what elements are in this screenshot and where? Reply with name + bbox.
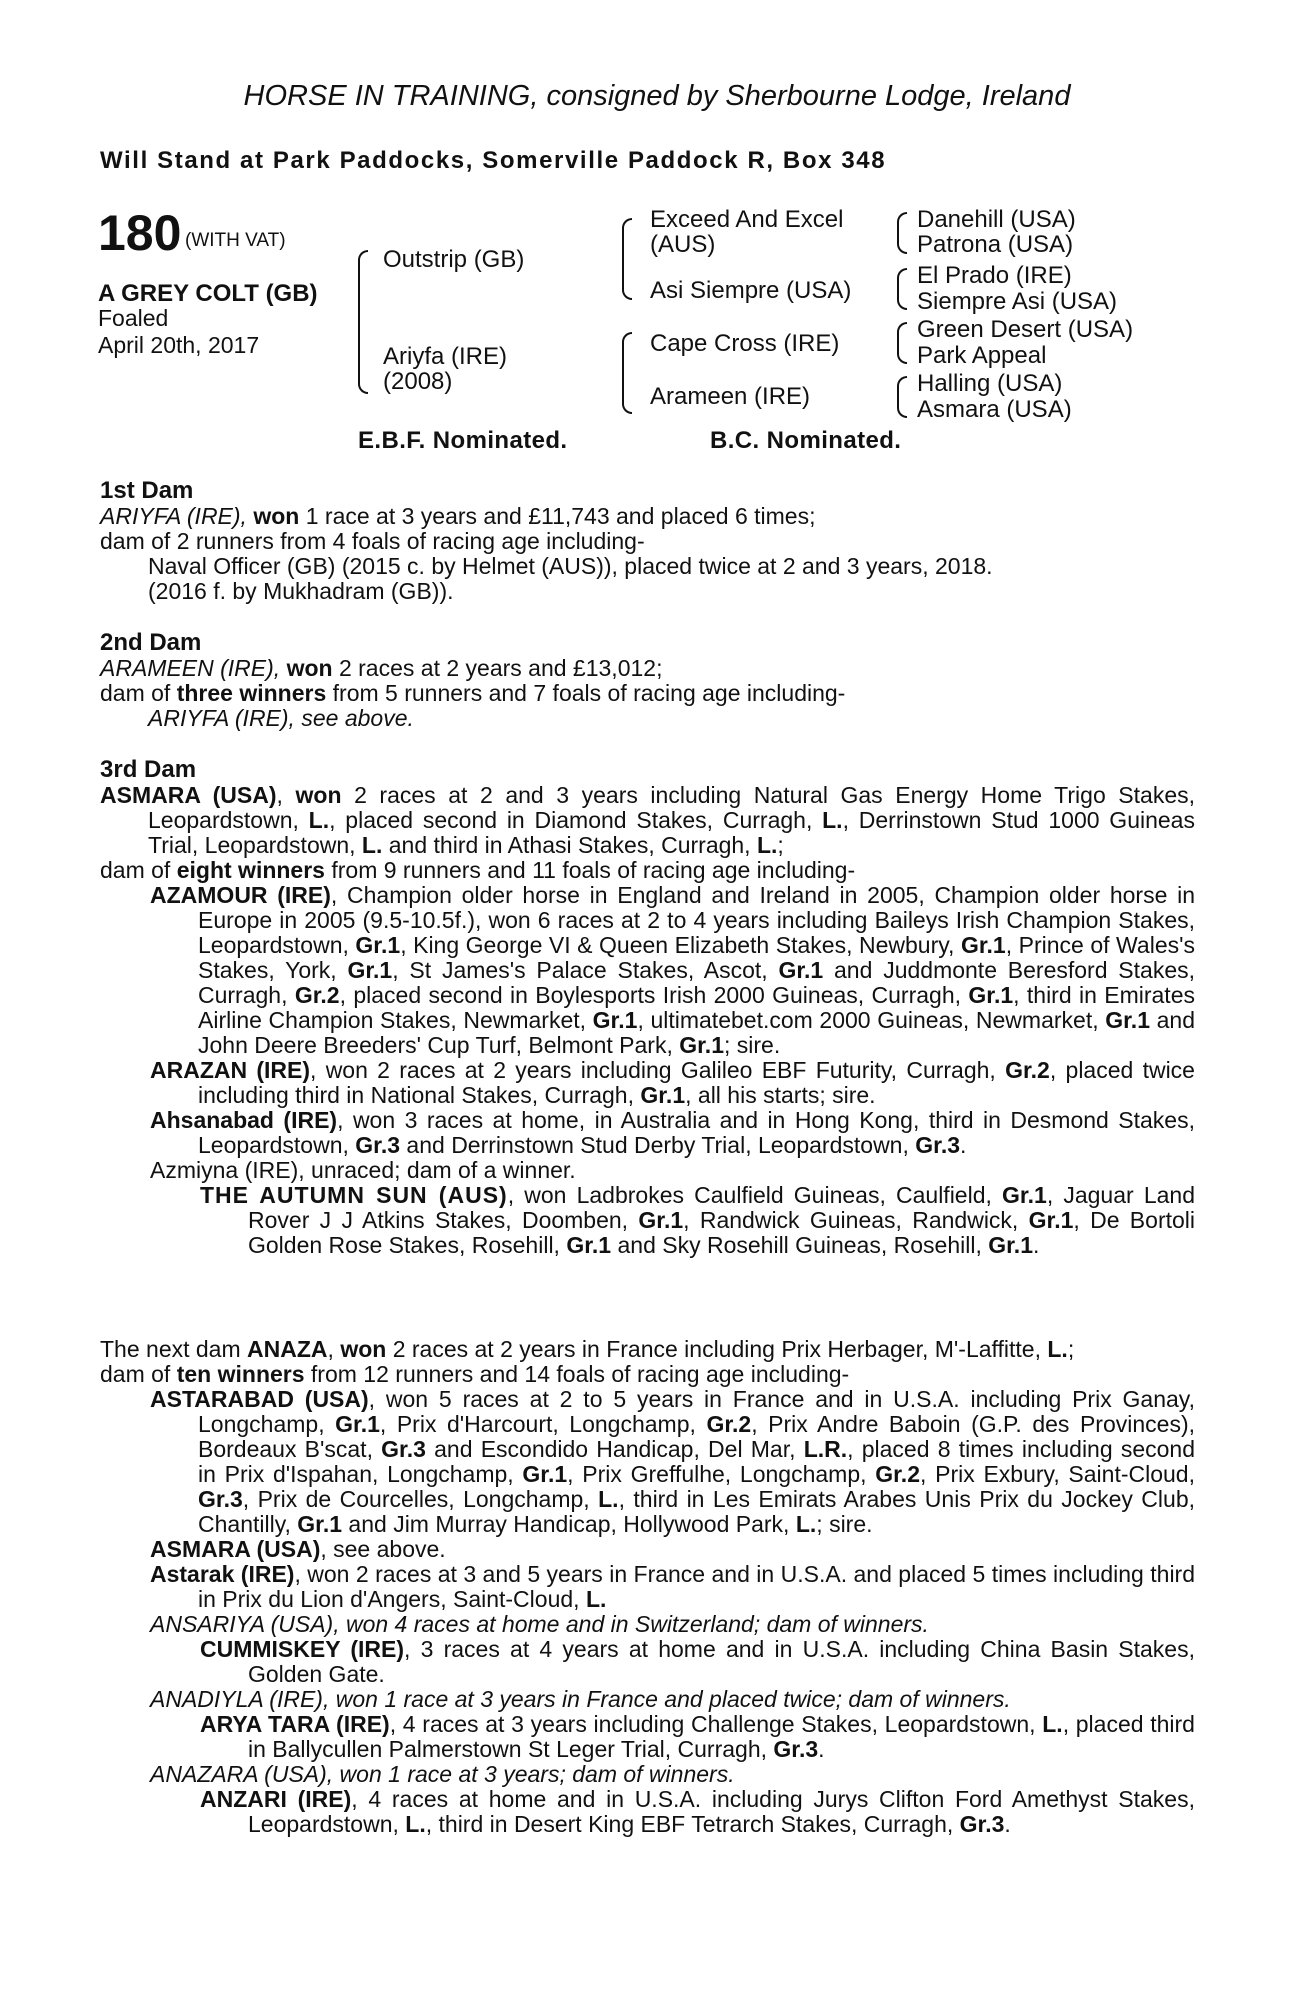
produce-item-the-autumn-sun xyxy=(100,1183,1195,1258)
pedigree-g3-1: Danehill (USA) xyxy=(917,206,1076,233)
horse-name: ARAZAN (IRE) xyxy=(150,1057,311,1083)
text: dam of xyxy=(100,857,177,883)
text: . xyxy=(818,1736,825,1762)
grade: Gr.3 xyxy=(959,1811,1005,1837)
produce-item: Naval Officer (GB) (2015 c. by Helmet (AUS)), placed twice at 2 and 3 years, 2018. xyxy=(148,553,993,579)
text: , won 2 races at 2 years including Galileo EBF Futurity, Curragh, xyxy=(310,1057,1006,1083)
pedigree-brace xyxy=(897,376,907,418)
grade: L. xyxy=(756,832,778,858)
text: , ultimatebet.com 2000 Guineas, Newmarket, xyxy=(637,1007,1106,1033)
text: , all his starts; sire. xyxy=(685,1082,876,1108)
text: , Prix Greffulhe, Longchamp, xyxy=(567,1461,876,1487)
grade: Gr.1 xyxy=(335,1411,380,1437)
horse-name: ASMARA (USA) xyxy=(150,1536,321,1562)
produce-item-anazara: ANAZARA (USA), won 1 race at 3 years; dam of winners. xyxy=(150,1761,735,1787)
horse-name: ASTARABAD (USA) xyxy=(150,1386,369,1412)
produce-item-arazan xyxy=(100,1058,1195,1108)
text: , Prix d'Harcourt, Longchamp, xyxy=(379,1411,707,1437)
lot-number: 180 xyxy=(98,205,182,261)
grade: L. xyxy=(1042,1711,1063,1737)
text: dam of xyxy=(100,1361,177,1387)
produce-item-arya-tara xyxy=(100,1712,1195,1762)
grade: Gr.1 xyxy=(347,957,393,983)
text: ; xyxy=(1067,1336,1075,1362)
stand-location: Will Stand at Park Paddocks, Somerville Paddock R, Box 348 xyxy=(100,147,887,174)
horse-name: Astarak (IRE) xyxy=(150,1561,295,1587)
grade: L. xyxy=(405,1811,426,1837)
text: from 12 runners and 14 foals of racing age including- xyxy=(304,1361,850,1387)
page-title: HORSE IN TRAINING, consigned by Sherbourne Lodge, Ireland xyxy=(243,80,1071,112)
third-dam-heading: 3rd Dam xyxy=(100,756,197,783)
text: and Sky Rosehill Guineas, Rosehill, xyxy=(611,1232,989,1258)
text: , 4 races at home and in U.S.A. including Jurys Clifton Ford Amethyst Stakes, Leopardstown, xyxy=(248,1786,1195,1837)
third-dam-record xyxy=(100,783,1195,858)
grade: Gr.1 xyxy=(522,1461,568,1487)
text: and Jim Murray Handicap, Hollywood Park, xyxy=(342,1511,796,1537)
produce-item-cummiskey xyxy=(100,1637,1195,1687)
text: , Randwick Guineas, Randwick, xyxy=(683,1207,1029,1233)
produce-item-azmiyna: Azmiyna (IRE), unraced; dam of a winner. xyxy=(150,1157,576,1183)
pedigree-dam-year: (2008) xyxy=(383,368,453,395)
won-label: won xyxy=(295,782,342,808)
text: . xyxy=(960,1132,967,1158)
pedigree-brace xyxy=(622,332,632,414)
next-dam-section xyxy=(100,1337,1195,1837)
grade: L. xyxy=(308,807,330,833)
grade: L. xyxy=(1047,1336,1068,1362)
text: , third in Emirates Airline Champion Stakes, Newmarket, xyxy=(198,982,1195,1033)
grade: Gr.1 xyxy=(968,982,1014,1008)
winners-count: eight winners xyxy=(176,857,325,883)
grade: Gr.1 xyxy=(640,1082,686,1108)
second-dam-heading: 2nd Dam xyxy=(100,629,202,656)
produce-item-azamour xyxy=(100,883,1195,1058)
grade: L. xyxy=(361,832,383,858)
grade: L.R. xyxy=(803,1436,848,1462)
grade: L. xyxy=(598,1486,619,1512)
text: , won 3 races at home, in Australia and in Hong Kong, third in Desmond Stakes, Leopardstown, xyxy=(198,1107,1195,1158)
produce-item-astarabad xyxy=(100,1387,1195,1537)
horse-name: Ahsanabad (IRE) xyxy=(150,1107,338,1133)
second-dam-name: ARAMEEN (IRE), xyxy=(100,655,287,681)
first-dam-produce-line: dam of 2 runners from 4 foals of racing age including- xyxy=(100,528,645,554)
next-dam-record xyxy=(100,1337,1195,1362)
pedigree-sire: Outstrip (GB) xyxy=(383,246,525,273)
grade: Gr.1 xyxy=(297,1511,343,1537)
text: , xyxy=(276,782,296,808)
ebf-nominated: E.B.F. Nominated. xyxy=(358,427,568,454)
produce-item-astarak xyxy=(100,1562,1195,1612)
text: , placed second in Diamond Stakes, Curragh, xyxy=(329,807,823,833)
text: , Prix de Courcelles, Longchamp, xyxy=(242,1486,599,1512)
text: , Prix Exbury, Saint-Cloud, xyxy=(920,1461,1195,1487)
text: . xyxy=(1033,1232,1040,1258)
pedigree-g3-2: Patrona (USA) xyxy=(917,231,1074,258)
produce-item: ARIYFA (IRE), see above. xyxy=(148,705,414,731)
text: ; sire. xyxy=(816,1511,873,1537)
pedigree-g3-8: Asmara (USA) xyxy=(917,396,1072,423)
grade: Gr.1 xyxy=(778,957,824,983)
text: , third in Les Emirats Arabes Unis Prix du Jockey Club, Chantilly, xyxy=(198,1486,1195,1537)
next-dam-name: ANAZA xyxy=(247,1336,328,1362)
pedigree-g3-5: Green Desert (USA) xyxy=(917,316,1134,343)
text: from 5 runners and 7 foals of racing age including- xyxy=(326,680,846,706)
text: , won Ladbrokes Caulfield Guineas, Caulfield, xyxy=(507,1182,1003,1208)
grade: Gr.3 xyxy=(773,1736,819,1762)
text: and Juddmonte Beresford Stakes, Curragh, xyxy=(198,957,1196,1008)
text: . xyxy=(1004,1811,1011,1837)
pedigree-g3-4: Siempre Asi (USA) xyxy=(917,288,1118,315)
horse-name: AZAMOUR (IRE) xyxy=(150,882,331,908)
grade: Gr.3 xyxy=(355,1132,401,1158)
grade: Gr.1 xyxy=(355,932,401,958)
grade: Gr.2 xyxy=(875,1461,920,1487)
text: , third in Desert King EBF Tetrarch Stakes, Curragh, xyxy=(425,1811,960,1837)
second-dam-record xyxy=(100,656,1195,681)
first-dam-heading: 1st Dam xyxy=(100,477,194,504)
first-dam-text: 1 race at 3 years and £11,743 and placed 6 times; xyxy=(299,503,816,529)
pedigree-sire-sire-country: (AUS) xyxy=(650,231,716,258)
grade: Gr.3 xyxy=(198,1486,243,1512)
pedigree-brace xyxy=(897,268,907,310)
text: , xyxy=(327,1336,341,1362)
grade: Gr.2 xyxy=(706,1411,752,1437)
text: , placed second in Boylesports Irish 2000 Guineas, Curragh, xyxy=(339,982,969,1008)
grade: Gr.3 xyxy=(915,1132,961,1158)
text: 2 races at 2 and 3 years including Natural Gas Energy Home Trigo Stakes, Leopardstown, xyxy=(148,782,1195,833)
produce-item-asmara xyxy=(100,1537,1195,1562)
text: and third in Athasi Stakes, Curragh, xyxy=(382,832,757,858)
produce-item-ahsanabad xyxy=(100,1108,1195,1158)
grade: Gr.3 xyxy=(381,1436,426,1462)
text: , see above. xyxy=(320,1536,446,1562)
grade: Gr.1 xyxy=(1105,1007,1150,1033)
pedigree-brace xyxy=(897,212,907,254)
text: dam of xyxy=(100,680,177,706)
second-dam-produce-line xyxy=(100,681,1195,706)
text: , won 5 races at 2 to 5 years in France and in U.S.A. including Prix Ganay, Longchamp, xyxy=(198,1386,1195,1437)
text: , St James's Palace Stakes, Ascot, xyxy=(392,957,779,983)
text: , 4 races at 3 years including Challenge Stakes, Leopardstown, xyxy=(389,1711,1043,1737)
grade: Gr.1 xyxy=(638,1207,684,1233)
text: , Prince of Wales's Stakes, York, xyxy=(198,932,1196,983)
produce-item: (2016 f. by Mukhadram (GB)). xyxy=(148,578,454,604)
won-label: won xyxy=(286,655,333,681)
third-dam-produce-line xyxy=(100,858,1195,883)
next-dam-produce-line xyxy=(100,1362,1195,1387)
horse-name: CUMMISKEY (IRE) xyxy=(200,1636,405,1662)
grade: Gr.2 xyxy=(1005,1057,1050,1083)
won-label: won xyxy=(253,503,300,529)
foaled-date: April 20th, 2017 xyxy=(98,332,260,358)
text: , placed 8 times including second in Prix d'Ispahan, Longchamp, xyxy=(198,1436,1196,1487)
pedigree-sire-dam: Asi Siempre (USA) xyxy=(650,277,852,304)
text: , Prix Andre Baboin (G.P. des Provinces), Bordeaux B'scat, xyxy=(198,1411,1196,1462)
lot-description: A GREY COLT (GB) xyxy=(98,280,318,307)
grade: Gr.1 xyxy=(1002,1182,1047,1208)
text: , won 2 races at 3 and 5 years in France and in U.S.A. and placed 5 times including third in Prix du Lion d'Angers, Saint-Cloud, xyxy=(198,1561,1195,1612)
grade: Gr.2 xyxy=(294,982,340,1008)
text: , King George VI & Queen Elizabeth Stakes, Newbury, xyxy=(400,932,961,958)
grade: L. xyxy=(822,807,843,833)
pedigree-dam-sire: Cape Cross (IRE) xyxy=(650,330,840,357)
first-dam-record xyxy=(100,504,1195,529)
first-dam-section xyxy=(100,478,1195,604)
produce-item-anadiyla: ANADIYLA (IRE), won 1 race at 3 years in France and placed twice; dam of winners. xyxy=(150,1686,1011,1712)
text: from 9 runners and 11 foals of racing age including- xyxy=(324,857,856,883)
text: , placed third in Ballycullen Palmerstown St Leger Trial, Curragh, xyxy=(248,1711,1195,1762)
produce-item-ansariya: ANSARIYA (USA), won 4 races at home and in Switzerland; dam of winners. xyxy=(150,1611,929,1637)
pedigree-dam: Ariyfa (IRE) xyxy=(383,343,508,370)
grade: Gr.1 xyxy=(566,1232,612,1258)
grade: Gr.1 xyxy=(988,1232,1033,1258)
grade: Gr.1 xyxy=(1028,1207,1074,1233)
pedigree-brace xyxy=(897,322,907,364)
text: ; xyxy=(777,832,784,858)
horse-name: ARYA TARA (IRE) xyxy=(200,1711,390,1737)
third-dam-section xyxy=(100,757,1195,1258)
horse-name: ANZARI (IRE) xyxy=(200,1786,352,1812)
pedigree-brace xyxy=(622,218,632,300)
first-dam-name: ARIYFA (IRE), xyxy=(100,503,254,529)
second-dam-text: 2 races at 2 years and £13,012; xyxy=(332,655,663,681)
text: , Jaguar Land Rover J J Atkins Stakes, Doomben, xyxy=(248,1182,1195,1233)
bc-nominated: B.C. Nominated. xyxy=(710,427,902,454)
pedigree-g3-7: Halling (USA) xyxy=(917,370,1063,397)
pedigree-brace xyxy=(358,250,368,394)
pedigree-sire-sire: Exceed And Excel xyxy=(650,206,844,233)
text: , Derrinstown Stud 1000 Guineas Trial, Leopardstown, xyxy=(148,807,1195,858)
text: , placed twice including third in National Stakes, Curragh, xyxy=(198,1057,1195,1108)
pedigree-dam-dam: Arameen (IRE) xyxy=(650,383,811,410)
lot-vat: (WITH VAT) xyxy=(185,230,286,251)
text: ; sire. xyxy=(724,1032,781,1058)
text: The next dam xyxy=(100,1336,248,1362)
text: 2 races at 2 years in France including Prix Herbager, M'-Laffitte, xyxy=(386,1336,1048,1362)
horse-name: THE AUTUMN SUN (AUS) xyxy=(200,1182,508,1208)
text: and John Deere Breeders' Cup Turf, Belmont Park, xyxy=(198,1007,1196,1058)
text: , Champion older horse in England and Ireland in 2005, Champion older horse in Europe in 2005 (9.5-10.5f.), won 6 races at 2 to 4 years including Baileys Irish Champion Stakes, Leopardstown, xyxy=(198,882,1196,958)
text: and Escondido Handicap, Del Mar, xyxy=(425,1436,804,1462)
text: , De Bortoli Golden Rose Stakes, Rosehill, xyxy=(248,1207,1196,1258)
grade: Gr.1 xyxy=(960,932,1006,958)
text: , 3 races at 4 years at home and in U.S.A. including China Basin Stakes, Golden Gate. xyxy=(248,1636,1195,1687)
second-dam-section xyxy=(100,630,1195,731)
pedigree-g3-3: El Prado (IRE) xyxy=(917,262,1072,289)
pedigree-g3-6: Park Appeal xyxy=(917,342,1047,369)
foaled-label: Foaled xyxy=(98,305,169,331)
grade: Gr.1 xyxy=(679,1032,724,1058)
text: and Derrinstown Stud Derby Trial, Leopardstown, xyxy=(400,1132,916,1158)
produce-item-anzari xyxy=(100,1787,1195,1837)
winners-count: ten winners xyxy=(176,1361,305,1387)
third-dam-name: ASMARA (USA) xyxy=(100,782,277,808)
grade: Gr.1 xyxy=(592,1007,638,1033)
grade: L. xyxy=(585,1586,607,1612)
grade: L. xyxy=(795,1511,817,1537)
won-label: won xyxy=(340,1336,387,1362)
winners-count: three winners xyxy=(176,680,327,706)
